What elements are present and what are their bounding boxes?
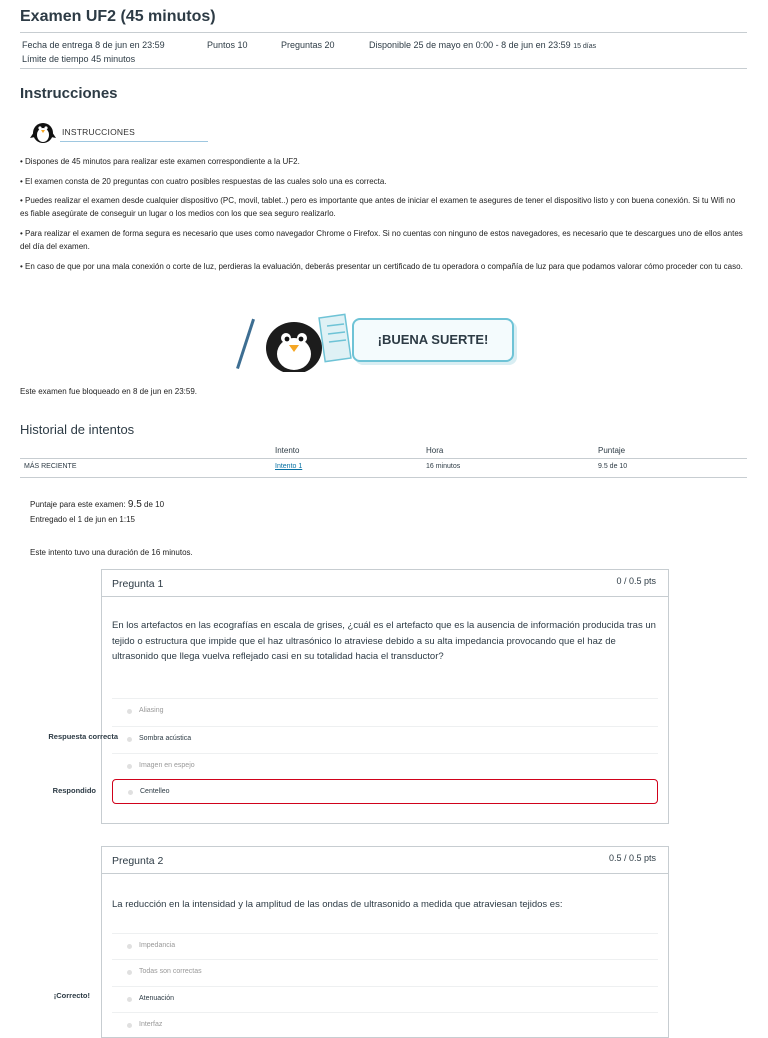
question-text: La reducción en la intensidad y la amplitud de las ondas de ultrasonido a medida que atraviesan tejidos es: bbox=[112, 899, 563, 910]
instructions-banner bbox=[26, 118, 208, 142]
question-card bbox=[101, 569, 669, 824]
correct-answer-label: Respuesta correcta bbox=[48, 732, 118, 741]
question-text: En los artefactos en las ecografías en escala de grises, ¿cuál es el artefacto que es la ausencia de información producida tras un tejido o estructura que impide que el haz ultrasónico lo atraviese debido a su alta impedancia provocando que el haz de ultrasonido que llega vuelva reflejado casi en su totalidad hacia el transductor? bbox=[112, 620, 656, 662]
question-points: 0 / 0.5 pts bbox=[616, 576, 656, 586]
divider bbox=[20, 458, 747, 459]
answer-option: Aliasing bbox=[112, 698, 658, 724]
due-date: Fecha de entrega 8 de jun en 23:59 bbox=[22, 40, 165, 50]
divider bbox=[20, 32, 747, 33]
question-title: Pregunta 2 bbox=[112, 855, 164, 867]
history-header-attempt: Intento bbox=[275, 446, 300, 455]
instructions-heading: Instrucciones bbox=[20, 85, 118, 102]
answer-option: Impedancia bbox=[112, 933, 658, 959]
history-row-label: MÁS RECIENTE bbox=[24, 463, 77, 470]
good-luck-bubble: ¡BUENA SUERTE! bbox=[352, 318, 514, 362]
score-summary: Puntaje para este examen: 9.5 de 10 bbox=[30, 499, 165, 510]
penguin-icon bbox=[28, 118, 58, 144]
locked-notice: Este examen fue bloqueado en 8 de jun en 23:59. bbox=[20, 387, 198, 396]
correct-label: ¡Correcto! bbox=[53, 991, 90, 1000]
good-luck-banner bbox=[234, 310, 532, 372]
submitted-date: Entregado el 1 de jun en 1:15 bbox=[30, 515, 135, 524]
instruction-item: • Para realizar el examen de forma segura es necesario que uses como navegador Chrome o Firefox. Si no cuentas con ninguno de estos navegadores, es necesario que te descargues uno de ellos antes del día del examen. bbox=[20, 229, 743, 251]
divider bbox=[20, 477, 747, 478]
question-card bbox=[101, 846, 669, 1038]
answer-option: Sombra acústica bbox=[112, 726, 658, 752]
points: Puntos 10 bbox=[207, 40, 248, 50]
attempt-link[interactable]: Intento 1 bbox=[275, 463, 303, 470]
instruction-item: • En caso de que por una mala conexión o corte de luz, perdieras la evaluación, deberás presentar un certificado de tu operadora o compañía de luz para que podamos valorar cómo proceder con tu caso. bbox=[20, 262, 743, 271]
instruction-item: • Puedes realizar el examen desde cualquier dispositivo (PC, movil, tablet..) pero es importante que antes de iniciar el examen te asegures de tener el dispositivo listo y con buena conexión. Si tu Wifi no es fiable asegúrate de conseguir un lugar o los medios con los que sea seguro realizarlo. bbox=[20, 196, 736, 218]
penguin-teacher-icon bbox=[234, 310, 354, 372]
questions-count: Preguntas 20 bbox=[281, 40, 335, 50]
exam-title: Examen UF2 (45 minutos) bbox=[20, 8, 216, 25]
answer-option: Atenuación bbox=[112, 986, 658, 1012]
question-title: Pregunta 1 bbox=[112, 578, 164, 590]
history-row-time: 16 minutos bbox=[426, 463, 461, 470]
instructions-banner-label: INSTRUCCIONES bbox=[62, 127, 135, 137]
history-header-score: Puntaje bbox=[598, 446, 626, 455]
history-row-score: 9.5 de 10 bbox=[598, 463, 628, 470]
attempt-duration: Este intento tuvo una duración de 16 minutos. bbox=[30, 548, 193, 557]
answer-option: Interfaz bbox=[112, 1012, 658, 1038]
answered-label: Respondido bbox=[52, 786, 96, 795]
instruction-item: • El examen consta de 20 preguntas con cuatro posibles respuestas de las cuales solo una es correcta. bbox=[20, 177, 387, 186]
history-title: Historial de intentos bbox=[20, 422, 135, 437]
answer-option-wrong: Centelleo bbox=[112, 779, 658, 804]
answer-option: Todas son correctas bbox=[112, 959, 658, 985]
history-header-time: Hora bbox=[426, 446, 444, 455]
time-limit: Límite de tiempo 45 minutos bbox=[22, 54, 136, 64]
question-points: 0.5 / 0.5 pts bbox=[608, 853, 656, 863]
instruction-item: • Dispones de 45 minutos para realizar este examen correspondiente a la UF2. bbox=[20, 157, 300, 166]
answer-option: Imagen en espejo bbox=[112, 753, 658, 779]
availability: Disponible 25 de mayo en 0:00 - 8 de jun en 23:59 15 días bbox=[369, 40, 597, 50]
divider bbox=[20, 68, 747, 69]
